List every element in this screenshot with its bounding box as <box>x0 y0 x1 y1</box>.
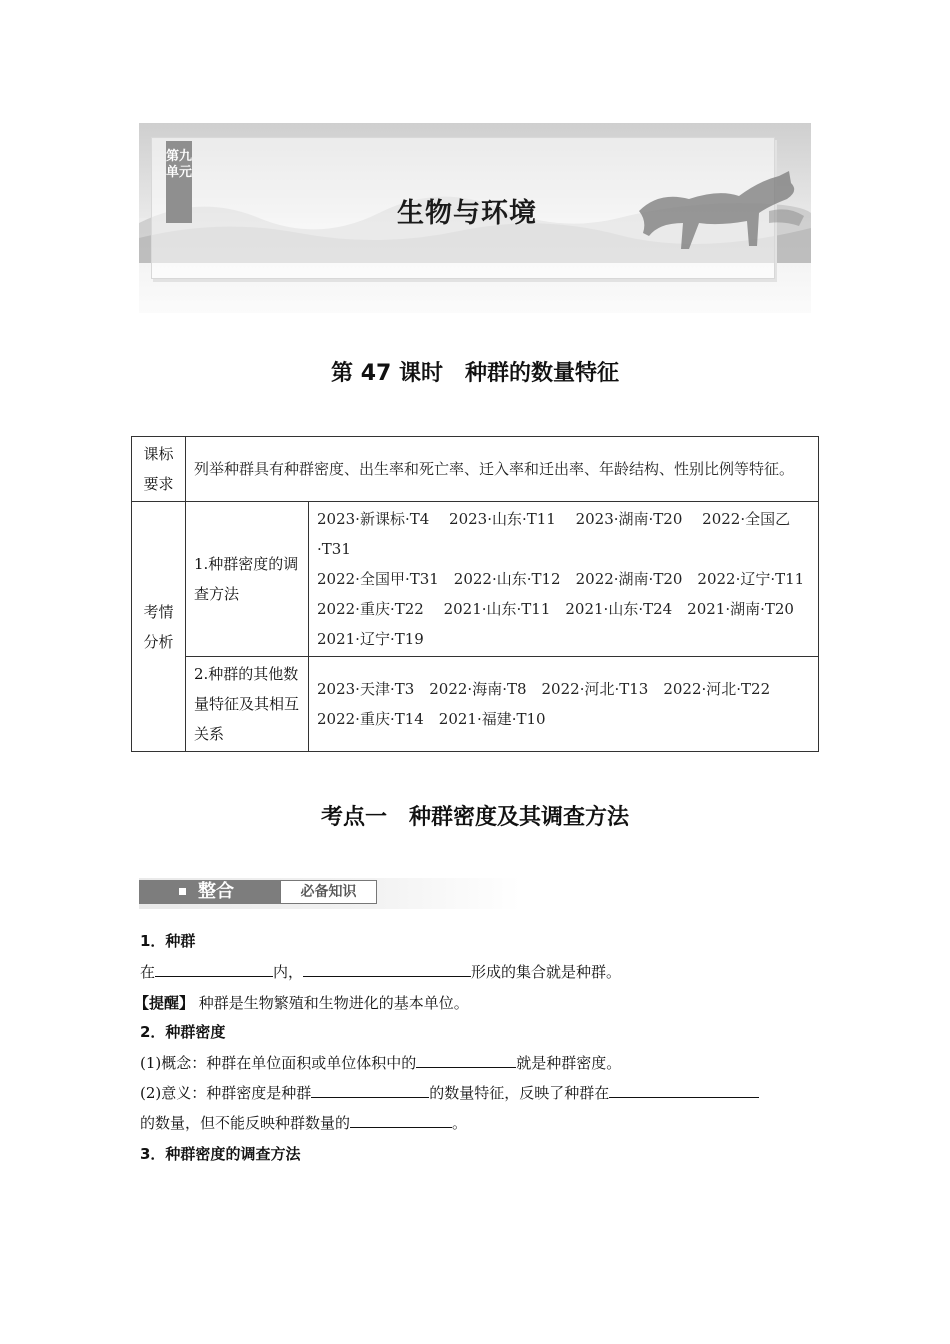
fill-line-4: 的数量，但不能反映种群数量的 。 <box>140 1114 468 1132</box>
fill-line-2: (1)概念：种群在单位面积或单位体积中的 就是种群密度。 <box>140 1054 622 1072</box>
integrate-label: 整合 <box>139 880 281 904</box>
wolf-illustration <box>619 151 809 261</box>
sub1-label: 1.种群密度的调查方法 <box>186 502 309 657</box>
unit-banner <box>139 123 811 313</box>
curriculum-table <box>131 436 819 752</box>
exam-ref-line: 2022·全国甲·T31 2022·山东·T12 2022·湖南·T20 2022·辽宁·T11 <box>317 570 805 588</box>
sub2-content <box>309 657 819 752</box>
row1-head: 课标要求 <box>132 437 186 502</box>
square-bullet-icon <box>179 888 186 895</box>
fill-line-1: 在 内， 形成的集合就是种群。 <box>140 963 622 981</box>
unit-tag: 第九单元 <box>166 141 192 223</box>
exam-ref-line: 2021·辽宁·T19 <box>317 630 424 648</box>
unit-title: 生物与环境 <box>397 198 537 229</box>
answer-blank[interactable] <box>350 1112 452 1128</box>
exam-ref-line: ·T31 <box>317 540 351 558</box>
exam-ref-line: 2022·重庆·T14 2021·福建·T10 <box>317 710 546 728</box>
section-title: 考点一 种群密度及其调查方法 <box>320 805 629 830</box>
fill-line-3: (2)意义：种群密度是种群 的数量特征，反映了种群在 <box>140 1082 759 1103</box>
tip-line <box>134 992 469 1013</box>
exam-ref-line: 2023·新课标·T4 2023·山东·T11 2023·湖南·T20 2022·全国乙 <box>317 510 791 528</box>
answer-blank[interactable] <box>303 961 471 977</box>
answer-blank[interactable] <box>609 1082 759 1098</box>
sub1-content <box>309 502 819 657</box>
tip-label: 【提醒】 <box>134 994 195 1012</box>
heading-survey-methods: 3．种群密度的调查方法 <box>140 1145 301 1163</box>
table-row <box>132 502 819 657</box>
sub2-label: 2.种群的其他数量特征及其相互关系 <box>186 657 309 752</box>
exam-ref-line: 2022·重庆·T22 2021·山东·T11 2021·山东·T24 2021·湖南·T20 <box>317 600 794 618</box>
essential-knowledge-label: 必备知识 <box>280 880 377 904</box>
row2-head: 考情分析 <box>132 502 186 752</box>
exam-ref-line: 2023·天津·T3 2022·海南·T8 2022·河北·T13 2022·河北·T22 <box>317 680 771 698</box>
answer-blank[interactable] <box>155 961 273 977</box>
table-row <box>132 657 819 752</box>
table-row <box>132 437 819 502</box>
heading-density: 2．种群密度 <box>140 1023 226 1041</box>
answer-blank[interactable] <box>311 1082 429 1098</box>
tip-text: 种群是生物繁殖和生物进化的基本单位。 <box>198 994 469 1012</box>
answer-blank[interactable] <box>416 1052 516 1068</box>
row1-content: 列举种群具有种群密度、出生率和死亡率、迁入率和迁出率、年龄结构、性别比例等特征。 <box>186 437 819 502</box>
integrate-bar <box>139 878 521 909</box>
heading-population: 1．种群 <box>140 932 196 950</box>
lesson-title: 第 47 课时 种群的数量特征 <box>331 361 619 386</box>
